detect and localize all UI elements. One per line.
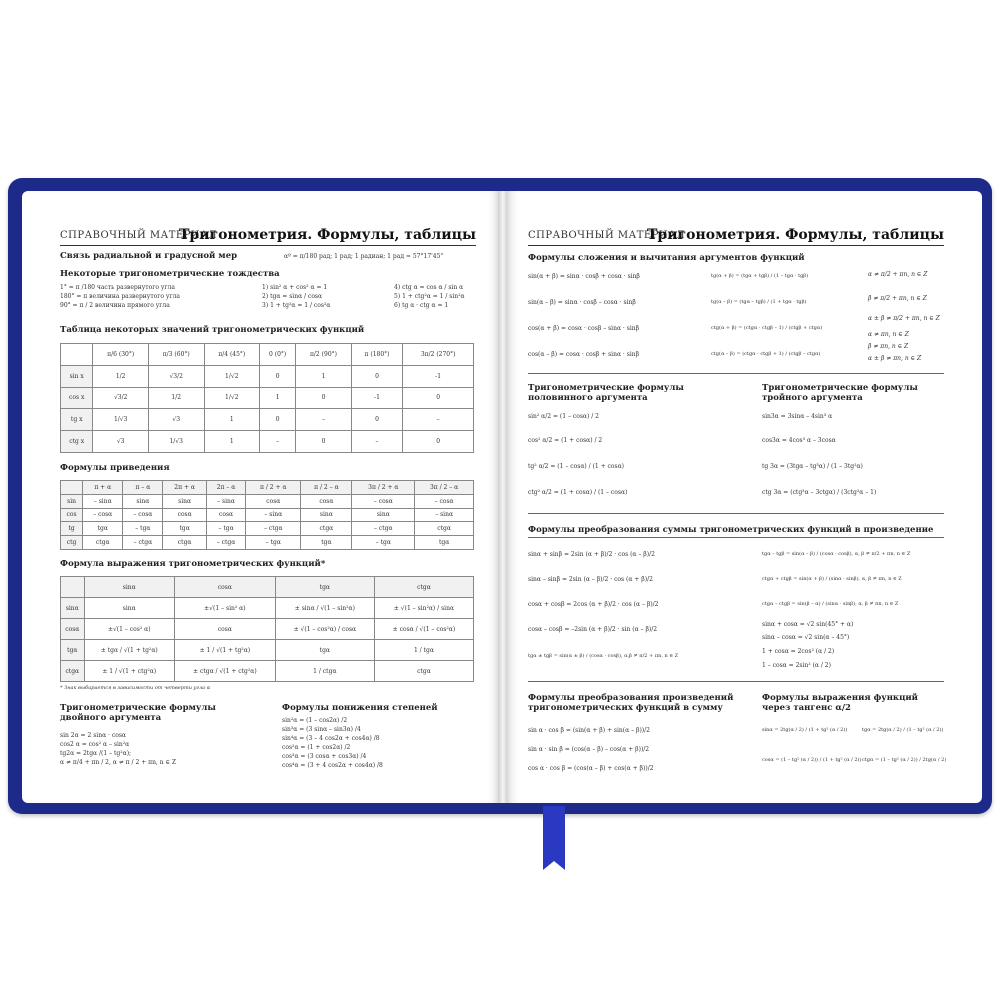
half-heading-line2: половинного аргумента <box>528 393 648 403</box>
table-header-cell: 0 (0°) <box>260 344 296 366</box>
sum-formula: sinα + cosα = √2 sin(45° + α) <box>762 621 854 628</box>
identity-line: 2) tgα = sinα / cosα <box>262 293 323 300</box>
addition-formula: sin(α + β) = sinα · cosβ + cosα · sinβ <box>528 273 640 280</box>
table-cell: √3 <box>93 431 149 453</box>
table-cell: tgα <box>275 640 374 661</box>
table-cell: √3 <box>148 409 204 431</box>
sum-heading: Формулы преобразования суммы тригонометрических функций в произведение <box>528 525 934 535</box>
table-cell: – ctgα <box>246 522 301 536</box>
half-formula: tg² α/2 = (1 – cosα) / (1 + cosα) <box>528 463 624 470</box>
table-cell: sinα <box>352 508 415 522</box>
table-cell: – ctgα <box>123 536 163 550</box>
power-formula: cos³α = (3 cosα + cos3α) /4 <box>282 753 367 760</box>
table-header-cell: ctgα <box>374 577 473 598</box>
table-cell: – ctgα <box>352 522 415 536</box>
triple-formula: cos3α = 4cos³ α – 3cosα <box>762 437 836 444</box>
table-row-label: sin x <box>61 365 93 387</box>
divider <box>528 681 944 682</box>
table-cell: ± √(1 – sin²α) / sinα <box>374 598 473 619</box>
product-formula: cos α · cos β = (cos(α – β) + cos(α + β))/2 <box>528 765 654 772</box>
addition-formula: cos(α + β) = cosα · cosβ – sinα · sinβ <box>528 325 640 332</box>
identity-line: 90° = π / 2 величина прямого угла <box>60 302 170 309</box>
table-cell: – <box>296 409 352 431</box>
table-cell: – <box>260 431 296 453</box>
table-header-cell: π/3 (60°) <box>148 344 204 366</box>
table-header-cell: cosα <box>174 577 275 598</box>
tangent-formula: sinα = 2tg(α / 2) / (1 + tg² (α / 2)) <box>762 727 848 733</box>
table-row-label: tg x <box>61 409 93 431</box>
expression-heading: Формула выражения тригонометрических функций* <box>60 559 326 569</box>
reduction-table <box>60 480 474 550</box>
table-cell: 1 <box>296 365 352 387</box>
table-header-row <box>61 344 474 366</box>
table-cell: sinα <box>301 508 352 522</box>
power-formula: cos²α = (1 + cos2α) /2 <box>282 744 351 751</box>
table-cell: cosα <box>206 508 245 522</box>
tangent-heading-line1: Формулы выражения функций <box>762 693 918 703</box>
half-heading-line1: Тригонометрические формулы <box>528 383 684 393</box>
addition-formula: sin(α – β) = sinα · cosβ – cosα · sinβ <box>528 299 636 306</box>
table-cell: 0 <box>403 387 474 409</box>
addition-condition: β ≠ π/2 + πn, n ∈ Z <box>868 295 927 302</box>
table-cell: – tgα <box>246 536 301 550</box>
product-heading-line2: тригонометрических функций в сумму <box>528 703 723 713</box>
sum-formula: sinα – cosα = √2 sin(α – 45°) <box>762 634 850 641</box>
table-row <box>61 365 474 387</box>
table-cell: 1/√3 <box>93 409 149 431</box>
triple-formula: ctg 3α = (ctg³α – 3ctgα) / (3ctg²α – 1) <box>762 489 877 496</box>
right-page-header <box>528 221 944 246</box>
table-row-label: cosα <box>61 619 85 640</box>
table-cell: cosα <box>163 508 206 522</box>
table-cell: 0 <box>296 431 352 453</box>
sum-formula: sinα – sinβ = 2sin (α – β)/2 · cos (α + β)/2 <box>528 576 653 583</box>
table-header-cell: π/6 (30°) <box>93 344 149 366</box>
page-title: Тригонометрия. Формулы, таблицы <box>178 227 476 243</box>
table-cell: – ctgα <box>206 536 245 550</box>
table-cell: cosα <box>174 619 275 640</box>
table-cell: ctgα <box>301 522 352 536</box>
identity-line: 180° = π величина развернутого угла <box>60 293 180 300</box>
sum-formula: 1 – cosα = 2sin² (α / 2) <box>762 662 831 669</box>
table-cell: -1 <box>351 387 403 409</box>
power-formula: sin²α = (1 – cos2α) /2 <box>282 717 348 724</box>
tangent-formula: tgα = 2tg(α / 2) / (1 – tg² (α / 2)) <box>862 727 944 733</box>
table-row-label: cos x <box>61 387 93 409</box>
section-label: СПРАВОЧНЫЙ МАТЕРИАЛ <box>528 230 686 241</box>
table-cell: ± ctgα / √(1 + ctg²α) <box>174 661 275 682</box>
addition-condition: α ± β ≠ π/2 + πn, n ∈ Z <box>868 315 940 322</box>
expression-table <box>60 576 474 682</box>
table-cell: ± 1 / √(1 + ctg²α) <box>84 661 174 682</box>
addition-condition: α ± β ≠ πn, n ∈ Z <box>868 355 922 362</box>
table-row <box>61 522 474 536</box>
table-cell: ± sinα / √(1 – sin²α) <box>275 598 374 619</box>
table-row <box>61 619 474 640</box>
table-row-label: tgα <box>61 640 85 661</box>
addition-tan-formula: ctg(α – β) = (ctgα · ctgβ + 1) / (ctgβ – ctgα) <box>711 351 821 357</box>
table-cell: ctgα <box>83 536 123 550</box>
power-formula: sin³α = (3 sinα – sin3α) /4 <box>282 726 361 733</box>
double-formula: tg2α = 2tgα /(1 – tg²α); <box>60 750 132 757</box>
sum-formula: cosα + cosβ = 2cos (α + β)/2 · cos (α – β)/2 <box>528 601 659 608</box>
table-header-cell: 3π / 2 – α <box>415 481 474 495</box>
table-cell: sinα <box>123 494 163 508</box>
table-row <box>61 508 474 522</box>
table-row-label: sin <box>61 494 83 508</box>
table-cell: 0 <box>351 409 403 431</box>
table-row <box>61 494 474 508</box>
half-formula: ctg² α/2 = (1 + cosα) / (1 – cosα) <box>528 489 628 496</box>
table-cell: ± 1 / √(1 + tg²α) <box>174 640 275 661</box>
left-page <box>22 191 500 803</box>
table-cell: 0 <box>351 365 403 387</box>
table-header-row <box>61 577 474 598</box>
table-header-row <box>61 481 474 495</box>
table-cell: 1 <box>260 387 296 409</box>
table-row <box>61 387 474 409</box>
table-cell: tgα <box>163 522 206 536</box>
table-header-cell <box>61 481 83 495</box>
identity-line: 1) sin² α + cos² α = 1 <box>262 284 328 291</box>
values-table <box>60 343 474 453</box>
power-heading: Формулы понижения степеней <box>282 703 438 713</box>
table-cell: ctgα <box>374 661 473 682</box>
table-header-cell: π – α <box>123 481 163 495</box>
table-header-cell: tgα <box>275 577 374 598</box>
addition-condition: α ≠ π/2 + πn, n ∈ Z <box>868 271 928 278</box>
table-cell: – sinα <box>206 494 245 508</box>
table-cell: 0 <box>260 409 296 431</box>
bookmark-ribbon[interactable] <box>543 806 565 870</box>
table-cell: – <box>403 409 474 431</box>
addition-condition: β ≠ πn, n ∈ Z <box>868 343 909 350</box>
table-cell: – sinα <box>415 508 474 522</box>
addition-formula: cos(α – β) = cosα · cosβ + sinα · sinβ <box>528 351 640 358</box>
table-cell: tgα <box>83 522 123 536</box>
table-cell: ±√(1 – sin² α) <box>174 598 275 619</box>
sum-formula: ctgα + ctgβ = sin(α + β) / (sinα · sinβ), α, β ≠ πn, n ∈ Z <box>762 576 902 582</box>
sum-formula: tgα – tgβ = sin(α – β) / (cosα · cosβ), α, β ≠ π/2 + πn, n ∈ Z <box>762 551 911 557</box>
sum-formula: ctgα – ctgβ = sin(β – α) / (sinα · sinβ), α, β ≠ πn, n ∈ Z <box>762 601 899 607</box>
table-cell: ctgα <box>415 522 474 536</box>
table-cell: ± cosα / √(1 – cos²α) <box>374 619 473 640</box>
double-formula: sin 2α = 2 sinα · cosα <box>60 732 126 739</box>
addition-heading: Формулы сложения и вычитания аргументов функций <box>528 253 805 263</box>
tangent-heading-line2: через тангенс α/2 <box>762 703 851 713</box>
reduction-heading: Формулы приведения <box>60 463 170 473</box>
table-cell: – tgα <box>206 522 245 536</box>
table-row-label: ctg x <box>61 431 93 453</box>
table-cell: – cosα <box>415 494 474 508</box>
divider <box>528 537 944 538</box>
tangent-formula: cosα = (1 – tg² (α / 2)) / (1 + tg² (α / 2)) <box>762 757 862 763</box>
identities-heading: Некоторые тригонометрические тождества <box>60 269 280 279</box>
addition-condition: α ≠ πn, n ∈ Z <box>868 331 909 338</box>
triple-formula: sin3α = 3sinα – 4sin³ α <box>762 413 833 420</box>
table-cell: sinα <box>84 598 174 619</box>
values-table-heading: Таблица некоторых значений тригонометрических функций <box>60 325 365 335</box>
double-formula: cos2 α = cos² α – sin²α <box>60 741 130 748</box>
table-cell: – tgα <box>123 522 163 536</box>
table-cell: – cosα <box>123 508 163 522</box>
identity-line: 3) 1 + tg²α = 1 / cos²α <box>262 302 331 309</box>
table-header-cell: π + α <box>83 481 123 495</box>
table-cell: cosα <box>301 494 352 508</box>
table-cell: 1 / tgα <box>374 640 473 661</box>
footnote: * Знак выбирается в зависимости от четверти угла α <box>60 685 211 691</box>
table-cell: 1/√3 <box>148 431 204 453</box>
identity-line: 5) 1 + ctg²α = 1 / sin²α <box>394 293 465 300</box>
table-header-cell: π / 2 + α <box>246 481 301 495</box>
table-cell: tgα <box>301 536 352 550</box>
table-header-cell: 2π + α <box>163 481 206 495</box>
table-row <box>61 536 474 550</box>
table-cell: 1 <box>204 409 260 431</box>
double-heading-line2: двойного аргумента <box>60 713 162 723</box>
table-header-cell <box>61 344 93 366</box>
table-cell: – tgα <box>352 536 415 550</box>
power-formula: sin⁴α = (3 – 4 cos2α + cos4α) /8 <box>282 735 380 742</box>
table-header-cell <box>61 577 85 598</box>
table-cell: 1/2 <box>148 387 204 409</box>
table-cell: 1 <box>204 431 260 453</box>
table-row-label: tg <box>61 522 83 536</box>
table-cell: ctgα <box>163 536 206 550</box>
double-formula: α ≠ π/4 + πn / 2, α ≠ π / 2 + πn, n ∈ Z <box>60 759 177 766</box>
triple-heading-line1: Тригонометрические формулы <box>762 383 918 393</box>
table-header-cell: sinα <box>84 577 174 598</box>
table-cell: – sinα <box>83 494 123 508</box>
page-title: Тригонометрия. Формулы, таблицы <box>646 227 944 243</box>
half-formula: cos² α/2 = (1 + cosα) / 2 <box>528 437 603 444</box>
left-page-header <box>60 221 476 246</box>
table-row-label: ctgα <box>61 661 85 682</box>
section-label: СПРАВОЧНЫЙ МАТЕРИАЛ <box>60 230 218 241</box>
identity-line: 6) tg α · ctg α = 1 <box>394 302 449 309</box>
table-cell: – <box>351 431 403 453</box>
table-cell: 0 <box>260 365 296 387</box>
product-formula: sin α · cos β = (sin(α + β) + sin(α – β))/2 <box>528 727 650 734</box>
table-row <box>61 661 474 682</box>
tangent-formula: ctgα = (1 – tg² (α / 2)) / 2tg(α / 2) <box>862 757 947 763</box>
table-cell: √3/2 <box>93 387 149 409</box>
identity-line: 1° = π /180 часть развернутого угла <box>60 284 175 291</box>
table-header-cell: 3π/2 (270°) <box>403 344 474 366</box>
sum-formula: sinα + sinβ = 2sin (α + β)/2 · cos (α – β)/2 <box>528 551 655 558</box>
divider <box>528 373 944 374</box>
double-heading-line1: Тригонометрические формулы <box>60 703 216 713</box>
table-row-label: cos <box>61 508 83 522</box>
table-cell: √3/2 <box>148 365 204 387</box>
table-row-label: sinα <box>61 598 85 619</box>
table-cell: 0 <box>403 431 474 453</box>
table-cell: – cosα <box>83 508 123 522</box>
triple-formula: tg 3α = (3tgα – tg³α) / (1 – 3tg²α) <box>762 463 863 470</box>
table-header-cell: π (180°) <box>351 344 403 366</box>
table-cell: ± tgα / √(1 + tg²α) <box>84 640 174 661</box>
product-formula: sin α · sin β = (cos(α – β) – cos(α + β))/2 <box>528 746 650 753</box>
table-header-cell: π / 2 – α <box>301 481 352 495</box>
table-header-cell: π/4 (45°) <box>204 344 260 366</box>
table-cell: – cosα <box>352 494 415 508</box>
right-page <box>506 191 982 803</box>
addition-tan-formula: tg(α + β) = (tgα + tgβ) / (1 – tgα · tgβ) <box>711 273 809 279</box>
radian-text: αº = π/180 рад; 1 рад; 1 радиан; 1 рад ≈ 57°17'45" <box>284 253 444 260</box>
table-row-label: ctg <box>61 536 83 550</box>
table-header-cell: 2π – α <box>206 481 245 495</box>
table-header-cell: π/2 (90°) <box>296 344 352 366</box>
sum-formula: tgα ± tgβ = sin(α ± β) / (cosα · cosβ), α,β ≠ π/2 + πn, n ∈ Z <box>528 653 679 659</box>
radian-heading: Связь радиальной и градусной мер <box>60 251 238 261</box>
identity-line: 4) ctg α = cos α / sin α <box>394 284 464 291</box>
addition-tan-formula: tg(α – β) = (tgα – tgβ) / (1 + tgα · tgβ) <box>711 299 807 305</box>
table-cell: 1/2 <box>93 365 149 387</box>
half-formula: sin² α/2 = (1 – cosα) / 2 <box>528 413 599 420</box>
table-cell: 0 <box>296 387 352 409</box>
table-cell: sinα <box>163 494 206 508</box>
triple-heading-line2: тройного аргумента <box>762 393 863 403</box>
product-heading-line1: Формулы преобразования произведений <box>528 693 734 703</box>
table-cell: – sinα <box>246 508 301 522</box>
table-cell: ± √(1 – cos²α) / cosα <box>275 619 374 640</box>
table-row <box>61 409 474 431</box>
table-row <box>61 431 474 453</box>
table-cell: 1/√2 <box>204 365 260 387</box>
divider <box>528 513 944 514</box>
sum-formula: 1 + cosα = 2cos² (α / 2) <box>762 648 835 655</box>
power-formula: cos⁴α = (3 + 4 cos2α + cos4α) /8 <box>282 762 383 769</box>
sum-formula: cosα – cosβ = –2sin (α + β)/2 · sin (α – β)/2 <box>528 626 658 633</box>
table-cell: 1 / ctgα <box>275 661 374 682</box>
table-row <box>61 598 474 619</box>
table-row <box>61 640 474 661</box>
table-cell: tgα <box>415 536 474 550</box>
table-cell: ±√(1 – cos² α) <box>84 619 174 640</box>
table-cell: 1/√2 <box>204 387 260 409</box>
table-cell: -1 <box>403 365 474 387</box>
addition-tan-formula: ctg(α + β) = (ctgα · ctgβ – 1) / (ctgβ + ctgα) <box>711 325 823 331</box>
table-cell: cosα <box>246 494 301 508</box>
table-header-cell: 3π / 2 + α <box>352 481 415 495</box>
